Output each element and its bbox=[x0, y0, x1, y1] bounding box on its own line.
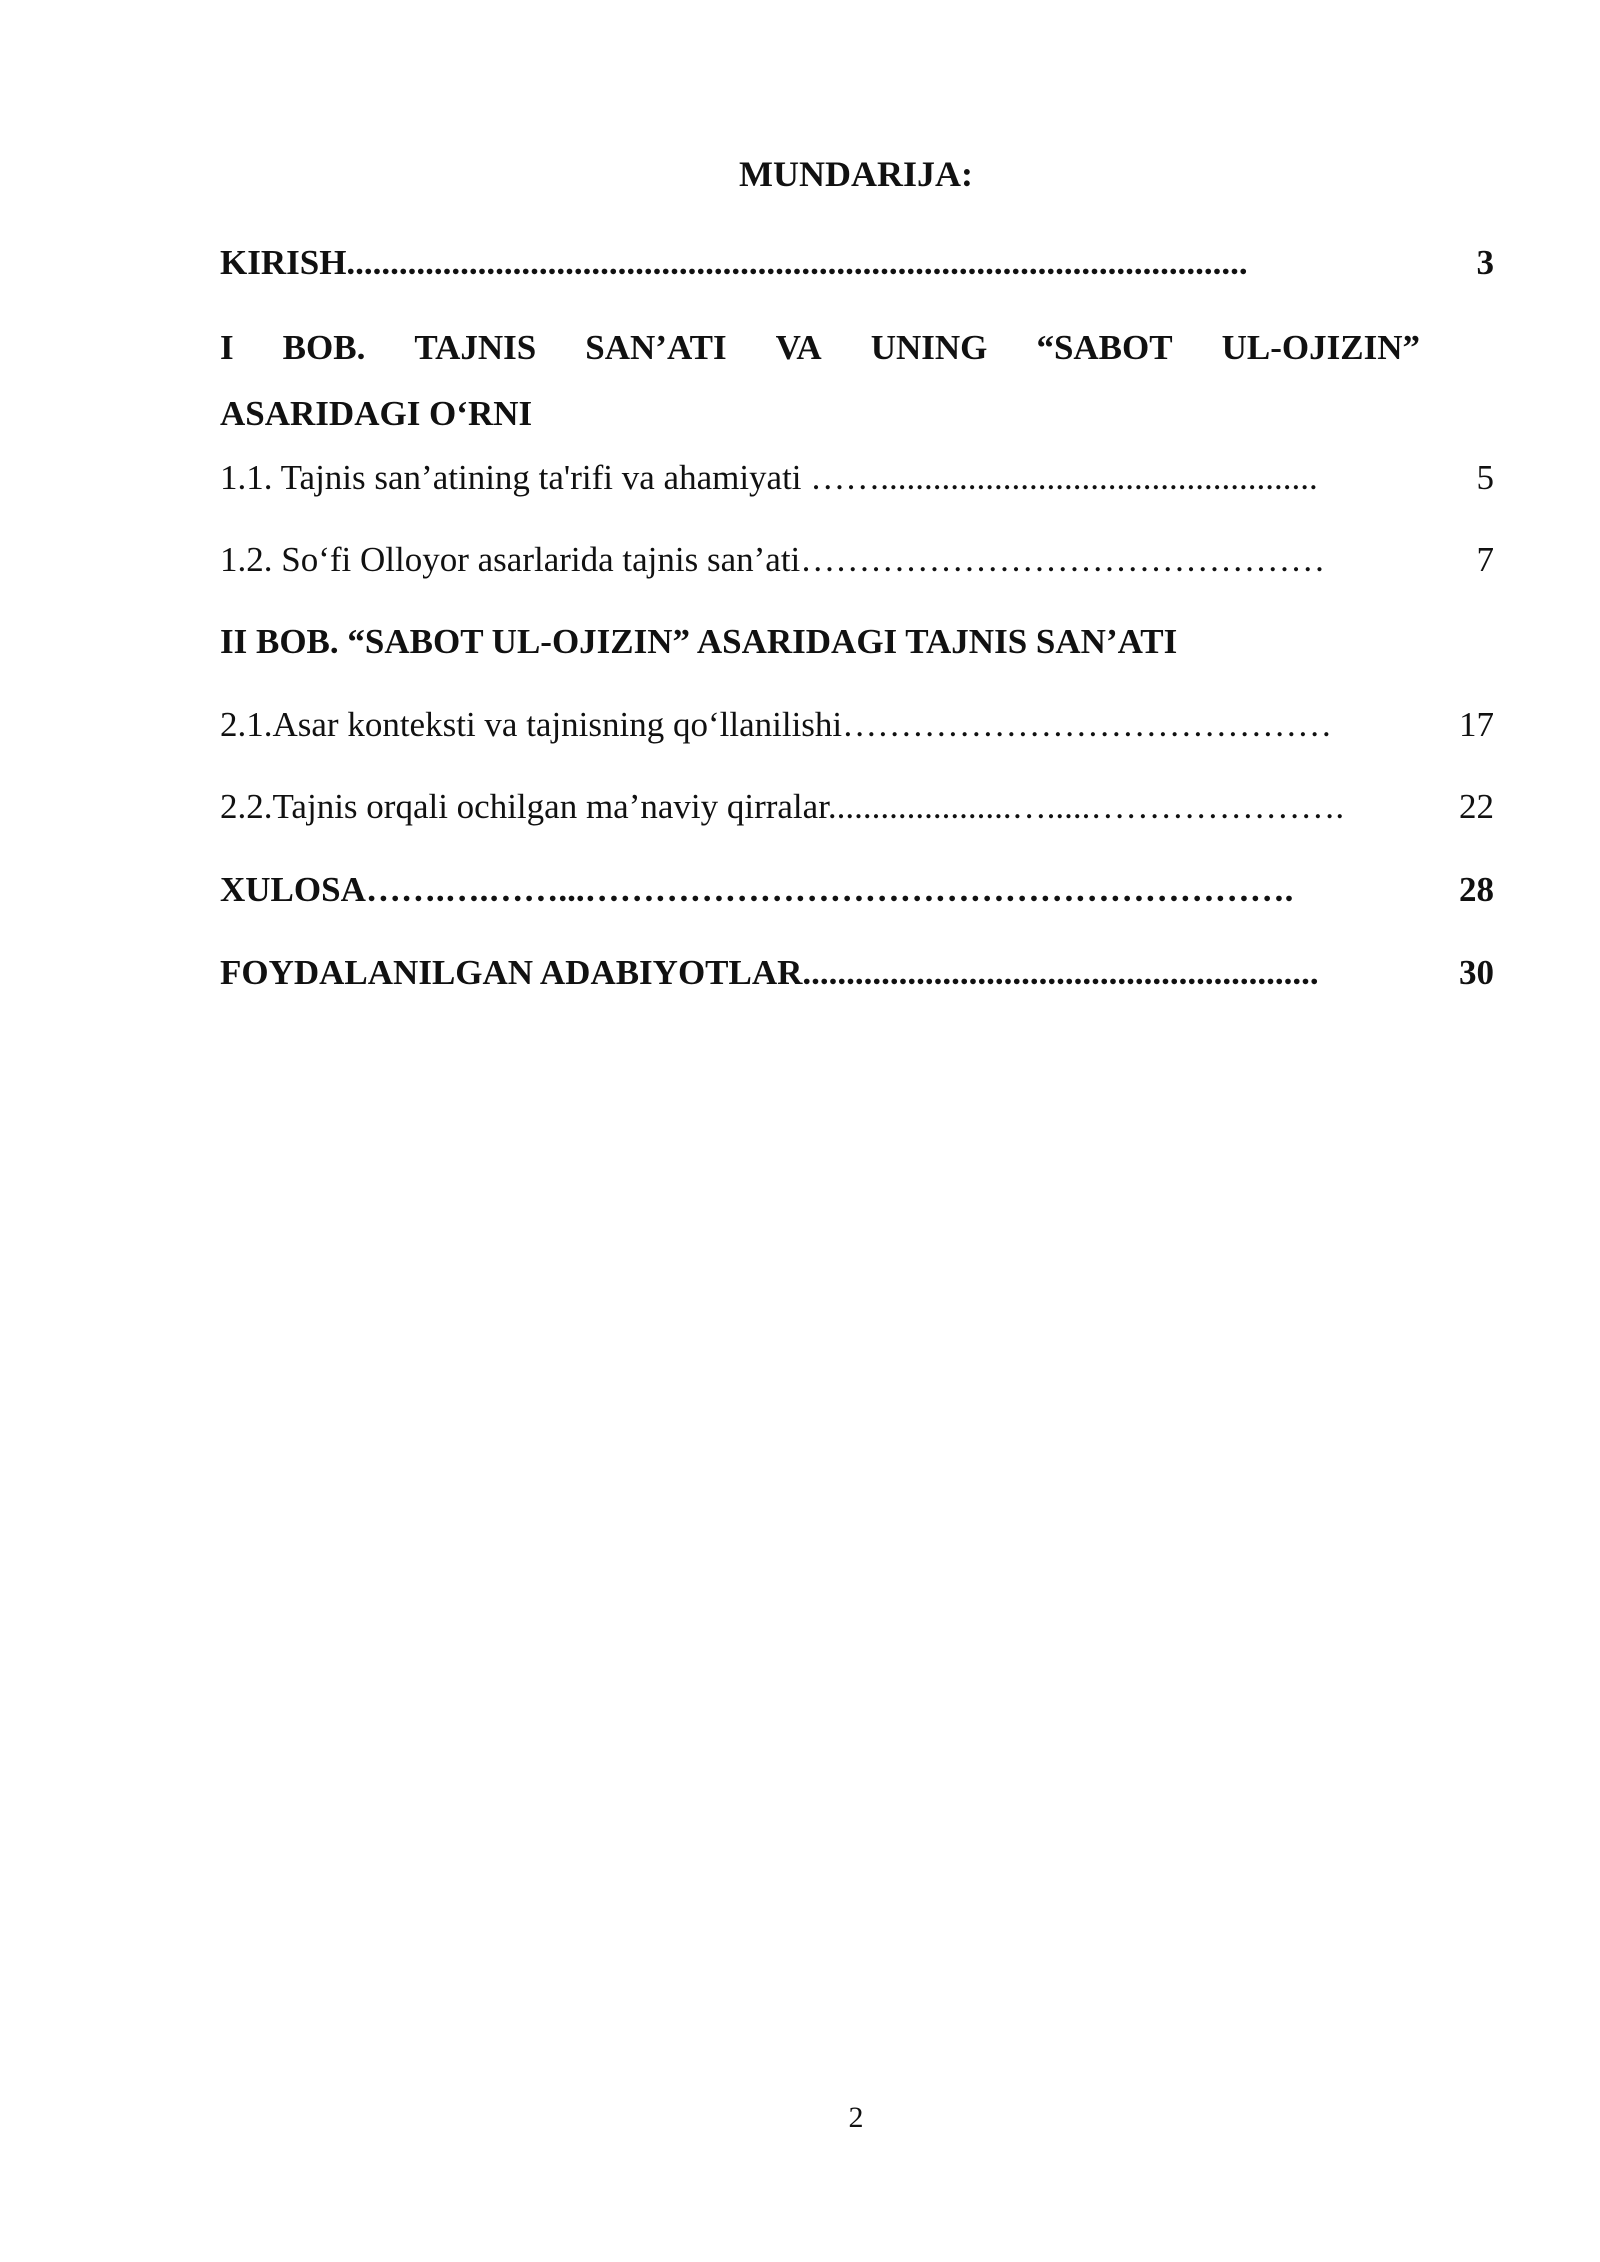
toc-entry-page: 3 bbox=[1476, 243, 1494, 282]
toc-entry-1-2[interactable] bbox=[220, 537, 1494, 583]
toc-entry-page: 30 bbox=[1459, 953, 1494, 992]
toc-chapter-1-line1 bbox=[220, 315, 1420, 381]
toc-entry-2-2[interactable] bbox=[220, 784, 1494, 830]
chapter-word: BOB. bbox=[282, 328, 366, 367]
toc-chapter-1-heading[interactable] bbox=[220, 315, 1420, 447]
toc-entry-text: 1.1. Tajnis san’atining ta'rifi va ahamiyati …….................................................. bbox=[220, 458, 1318, 497]
toc-entry-xulosa[interactable] bbox=[220, 867, 1494, 913]
toc-entry-text: 2.1.Asar konteksti va tajnisning qo‘llanilishi…………………………………… bbox=[220, 705, 1333, 744]
chapter-word: UNING bbox=[870, 328, 988, 367]
chapter-word: TAJNIS bbox=[414, 328, 537, 367]
toc-entry-text: KIRISH....................................................................................................... bbox=[220, 243, 1248, 282]
chapter-word: UL-OJIZIN” bbox=[1221, 328, 1420, 367]
toc-entry-page: 7 bbox=[1476, 540, 1494, 579]
toc-entry-text: FOYDALANILGAN ADABIYOTLAR........................................................... bbox=[220, 953, 1319, 992]
toc-entry-page: 22 bbox=[1459, 787, 1494, 826]
toc-entry-1-1[interactable] bbox=[220, 455, 1494, 501]
toc-entry-2-1[interactable] bbox=[220, 702, 1494, 748]
toc-entry-page: 5 bbox=[1476, 458, 1494, 497]
toc-entry-text: XULOSA…….….……...……………………………………………………. bbox=[220, 870, 1294, 909]
toc-title: MUNDARIJA: bbox=[739, 154, 973, 194]
toc-chapter-2-heading[interactable] bbox=[220, 619, 1494, 665]
toc-entry-text: 2.2.Tajnis orqali ochilgan ma’naviy qirralar.....................….....…………………. bbox=[220, 787, 1345, 826]
chapter-word: “SABOT bbox=[1036, 328, 1173, 367]
toc-entry-text: 1.2. So‘fi Olloyor asarlarida tajnis san’ati……………………………………… bbox=[220, 540, 1326, 579]
page-number: 2 bbox=[848, 2101, 864, 2134]
chapter-word: I bbox=[220, 328, 234, 367]
toc-entry-page: 17 bbox=[1459, 705, 1494, 744]
toc-entry-bibliography[interactable] bbox=[220, 950, 1494, 996]
chapter-word: SAN’ATI bbox=[585, 328, 727, 367]
toc-entry-page: 28 bbox=[1459, 870, 1494, 909]
chapter-word: VA bbox=[775, 328, 822, 367]
toc-entry-kirish[interactable] bbox=[220, 240, 1494, 286]
toc-chapter-1-line2: ASARIDAGI O‘RNI bbox=[220, 394, 533, 433]
toc-entry-text: II BOB. “SABOT UL-OJIZIN” ASARIDAGI TAJNIS SAN’ATI bbox=[220, 622, 1178, 661]
